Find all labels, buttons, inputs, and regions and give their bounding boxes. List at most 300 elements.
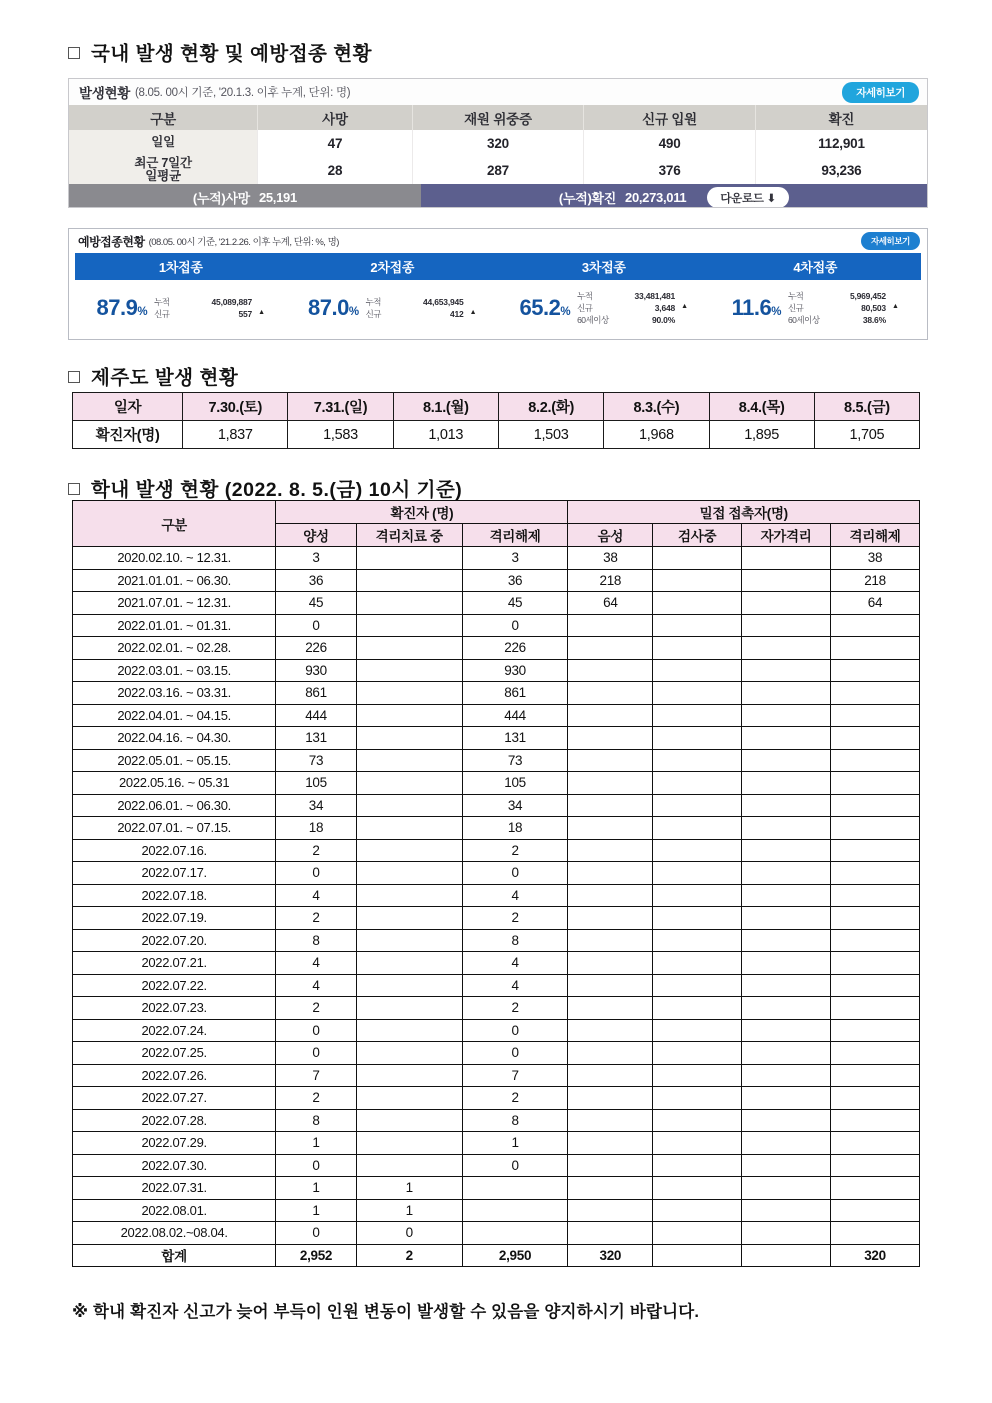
outbreak-daily-admissions: 490: [584, 130, 756, 156]
school-cell-in-treatment: 1: [356, 1199, 462, 1222]
dose-4-over60: 38.6%: [862, 315, 886, 326]
school-cell-released: [462, 1222, 568, 1245]
vaccination-more-button[interactable]: 자세히보기: [861, 232, 920, 250]
outbreak-more-button[interactable]: 자세히보기: [842, 82, 919, 103]
jeju-col-date: 일자: [73, 393, 183, 421]
table-row: [73, 862, 920, 885]
school-cell-contact-released: [831, 704, 920, 727]
school-cell-positive: 4: [276, 974, 356, 997]
school-cell-contact-released: [831, 794, 920, 817]
table-row: [73, 1199, 920, 1222]
school-cell-testing: [653, 637, 742, 660]
school-cell-testing: [653, 1154, 742, 1177]
vaccination-stat-dose-1: [75, 280, 287, 336]
table-row: [73, 569, 920, 592]
dose-2-details: [366, 296, 477, 321]
school-cell-negative: [568, 1177, 653, 1200]
vaccination-panel-header: [69, 229, 927, 253]
section-heading-domestic-label: 국내 발생 현황 및 예방접종 현황: [91, 43, 372, 65]
school-cell-self-isolation: [742, 704, 831, 727]
dose-1-cumulative: 45,089,887: [211, 296, 253, 307]
school-cell-positive: 444: [276, 704, 356, 727]
cumulative-deaths-block: [69, 184, 421, 208]
school-cell-testing: [653, 682, 742, 705]
vaccination-stats-row: [69, 280, 927, 336]
school-cell-contact-released: [831, 749, 920, 772]
outbreak-weekly-admissions: 376: [584, 156, 756, 184]
school-total-self-isolation: [742, 1244, 831, 1267]
school-cell-self-isolation: [742, 1109, 831, 1132]
school-cell-contact-released: 218: [831, 569, 920, 592]
school-cell-self-isolation: [742, 727, 831, 750]
table-row: [73, 637, 920, 660]
school-cell-contact-released: [831, 1154, 920, 1177]
school-cell-released: 4: [462, 974, 568, 997]
school-cell-testing: [653, 1109, 742, 1132]
school-cell-contact-released: [831, 929, 920, 952]
school-cell-testing: [653, 772, 742, 795]
school-cell-self-isolation: [742, 794, 831, 817]
school-cell-in-treatment: [356, 952, 462, 975]
school-row-period: 2022.07.23.: [73, 997, 276, 1020]
school-cell-testing: [653, 952, 742, 975]
section-heading-school: [68, 474, 462, 502]
school-row-period: 2022.07.29.: [73, 1132, 276, 1155]
school-total-testing: [653, 1244, 742, 1267]
school-cell-self-isolation: [742, 547, 831, 570]
dose-4-over60-row: [788, 314, 899, 326]
school-row-period: 2022.07.22.: [73, 974, 276, 997]
dose-1-percent-block: [97, 295, 148, 321]
school-cell-released: 2: [462, 1087, 568, 1110]
school-cell-in-treatment: [356, 1132, 462, 1155]
school-cell-in-treatment: [356, 997, 462, 1020]
school-cell-positive: 0: [276, 862, 356, 885]
dose-4-details: [788, 290, 899, 327]
school-cell-in-treatment: [356, 817, 462, 840]
school-cell-released: 0: [462, 1154, 568, 1177]
school-cell-self-isolation: [742, 592, 831, 615]
outbreak-daily-deaths: 47: [258, 130, 412, 156]
school-row-period: 2022.07.28.: [73, 1109, 276, 1132]
school-cell-released: 2: [462, 839, 568, 862]
school-row-period: 2022.03.16. ~ 03.31.: [73, 682, 276, 705]
checkbox-icon: [68, 483, 80, 495]
school-cell-positive: 0: [276, 1042, 356, 1065]
school-cell-testing: [653, 1019, 742, 1042]
school-cell-positive: 0: [276, 1154, 356, 1177]
school-cell-in-treatment: 1: [356, 1177, 462, 1200]
school-cell-contact-released: [831, 772, 920, 795]
table-row: [73, 614, 920, 637]
jeju-col-0731: 7.31.(일): [288, 393, 393, 421]
school-row-period: 2022.05.01. ~ 05.15.: [73, 749, 276, 772]
school-row-period: 2022.07.19.: [73, 907, 276, 930]
school-cell-contact-released: [831, 727, 920, 750]
school-cell-released: 8: [462, 1109, 568, 1132]
dose-3-over60: 90.0%: [651, 315, 676, 326]
dose-2-new-row: [366, 308, 477, 320]
jeju-value-0731: 1,583: [288, 421, 393, 449]
jeju-value-0801: 1,013: [393, 421, 498, 449]
outbreak-row-label-weekly-line1: 최근 7일간: [134, 156, 192, 170]
school-cell-contact-released: [831, 682, 920, 705]
school-cell-negative: [568, 794, 653, 817]
school-cell-testing: [653, 1199, 742, 1222]
school-cell-in-treatment: [356, 637, 462, 660]
school-status-table: [72, 500, 920, 1267]
school-total-released: 2,950: [462, 1244, 568, 1267]
school-cell-released: [462, 1177, 568, 1200]
school-row-period: 2022.04.01. ~ 04.15.: [73, 704, 276, 727]
school-cell-released: 4: [462, 884, 568, 907]
school-cell-contact-released: [831, 862, 920, 885]
school-cell-contact-released: [831, 1087, 920, 1110]
school-cell-contact-released: [831, 1042, 920, 1065]
tab-dose-4[interactable]: 4차접종: [793, 260, 838, 275]
label-new: 신규: [154, 309, 170, 319]
table-row: [73, 682, 920, 705]
school-cell-positive: 34: [276, 794, 356, 817]
school-cell-positive: 3: [276, 547, 356, 570]
dose-1-cumulative-row: [154, 296, 265, 308]
school-cell-positive: 0: [276, 1222, 356, 1245]
jeju-value-0802: 1,503: [498, 421, 603, 449]
school-cell-in-treatment: [356, 974, 462, 997]
dose-4-percent-unit: %: [771, 306, 781, 318]
outbreak-weekly-critical: 287: [412, 156, 584, 184]
school-cell-self-isolation: [742, 862, 831, 885]
download-button[interactable]: 다운로드 ⬇: [707, 187, 788, 208]
school-cell-released: 1: [462, 1132, 568, 1155]
school-cell-released: 0: [462, 1019, 568, 1042]
school-row-period: 2022.08.01.: [73, 1199, 276, 1222]
school-cell-negative: [568, 884, 653, 907]
school-cell-self-isolation: [742, 974, 831, 997]
school-cell-positive: 0: [276, 614, 356, 637]
school-cell-in-treatment: 0: [356, 1222, 462, 1245]
school-cell-negative: [568, 1132, 653, 1155]
school-cell-in-treatment: [356, 1087, 462, 1110]
school-cell-self-isolation: [742, 682, 831, 705]
vaccination-panel-title: 예방접종현황: [78, 234, 145, 249]
school-cell-testing: [653, 727, 742, 750]
school-cell-released: 8: [462, 929, 568, 952]
section-heading-jeju-label: 제주도 발생 현황: [91, 367, 239, 389]
school-row-period: 2021.07.01. ~ 12.31.: [73, 592, 276, 615]
school-cell-positive: 2: [276, 997, 356, 1020]
jeju-col-0805: 8.5.(금): [814, 393, 919, 421]
section-heading-jeju: [68, 362, 238, 390]
tab-dose-3[interactable]: 3차접종: [581, 260, 626, 275]
school-cell-contact-released: [831, 907, 920, 930]
table-row: [73, 659, 920, 682]
school-cell-negative: [568, 907, 653, 930]
outbreak-status-panel: [68, 78, 928, 208]
school-cell-negative: [568, 997, 653, 1020]
dose-3-over60-row: [577, 314, 688, 326]
school-cell-contact-released: [831, 1132, 920, 1155]
table-row: [73, 952, 920, 975]
school-cell-contact-released: [831, 997, 920, 1020]
dose-4-new: 80,503: [861, 302, 886, 313]
school-cell-released: 444: [462, 704, 568, 727]
table-row: [73, 997, 920, 1020]
school-col-released: 격리해제: [462, 524, 568, 547]
label-new: 신규: [365, 309, 381, 319]
dose-3-new: 3,648: [654, 302, 676, 313]
school-cell-self-isolation: [742, 1177, 831, 1200]
school-cell-self-isolation: [742, 772, 831, 795]
vaccination-stat-dose-2: [287, 280, 499, 336]
school-cell-contact-released: [831, 839, 920, 862]
school-cell-self-isolation: [742, 1222, 831, 1245]
school-cell-contact-released: [831, 884, 920, 907]
school-cell-negative: [568, 749, 653, 772]
section-heading-domestic: [68, 38, 372, 66]
school-cell-in-treatment: [356, 547, 462, 570]
table-row: [73, 727, 920, 750]
table-row: [73, 1222, 920, 1245]
up-arrow-icon: ▲: [891, 302, 899, 310]
table-row: [73, 1087, 920, 1110]
school-group-contacts: 밀접 접촉자(명): [568, 501, 920, 524]
school-cell-negative: [568, 682, 653, 705]
cumulative-deaths-value: 25,191: [258, 190, 297, 206]
school-cell-positive: 0: [276, 1019, 356, 1042]
school-cell-contact-released: [831, 1109, 920, 1132]
dose-4-cumulative: 5,969,452: [849, 290, 886, 301]
dose-2-new: 412: [449, 309, 464, 319]
school-cell-self-isolation: [742, 1019, 831, 1042]
school-row-period: 2022.07.25.: [73, 1042, 276, 1065]
school-row-period: 2022.07.21.: [73, 952, 276, 975]
outbreak-weekly-deaths: 28: [258, 156, 412, 184]
outbreak-panel-title: 발생현황: [79, 86, 130, 101]
section-heading-school-label: 학내 발생 현황 (2022. 8. 5.(금) 10시 기준): [91, 479, 463, 501]
school-cell-released: 18: [462, 817, 568, 840]
tab-dose-2[interactable]: 2차접종: [370, 260, 415, 275]
school-cell-in-treatment: [356, 704, 462, 727]
school-cell-testing: [653, 1064, 742, 1087]
school-row-period: 2022.07.20.: [73, 929, 276, 952]
vaccination-status-panel: [68, 228, 928, 340]
school-cell-released: 861: [462, 682, 568, 705]
table-row: [73, 547, 920, 570]
school-cell-testing: [653, 614, 742, 637]
school-row-period: 2022.07.18.: [73, 884, 276, 907]
school-row-period: 2022.05.16. ~ 05.31: [73, 772, 276, 795]
school-row-period: 2022.07.27.: [73, 1087, 276, 1110]
school-cell-testing: [653, 749, 742, 772]
table-row: [73, 592, 920, 615]
school-cell-testing: [653, 704, 742, 727]
school-cell-positive: 2: [276, 839, 356, 862]
dose-4-cumulative-row: [788, 290, 899, 302]
school-total-negative: 320: [568, 1244, 653, 1267]
school-cell-released: 930: [462, 659, 568, 682]
school-cell-self-isolation: [742, 817, 831, 840]
label-new: 신규: [577, 302, 593, 313]
school-cell-negative: [568, 772, 653, 795]
school-row-period: 2022.06.01. ~ 06.30.: [73, 794, 276, 817]
outbreak-weekly-confirmed: 93,236: [755, 156, 927, 184]
school-cell-testing: [653, 794, 742, 817]
school-cell-positive: 226: [276, 637, 356, 660]
school-cell-released: 226: [462, 637, 568, 660]
dose-3-percent: 65.2: [519, 295, 561, 320]
school-cell-released: 7: [462, 1064, 568, 1087]
jeju-status-table: [72, 392, 920, 449]
cumulative-confirmed-label: (누적)확진: [558, 191, 617, 207]
school-cell-testing: [653, 592, 742, 615]
school-cell-released: 3: [462, 547, 568, 570]
school-row-period: 2020.02.10. ~ 12.31.: [73, 547, 276, 570]
school-cell-testing: [653, 569, 742, 592]
school-cell-negative: [568, 929, 653, 952]
label-cumulative: 누적: [365, 296, 381, 307]
jeju-col-0802: 8.2.(화): [498, 393, 603, 421]
school-cell-self-isolation: [742, 659, 831, 682]
school-cell-in-treatment: [356, 862, 462, 885]
jeju-row-label: 확진자(명): [73, 421, 183, 449]
school-col-positive: 양성: [276, 524, 356, 547]
outbreak-col-deaths: 사망: [258, 105, 412, 130]
school-cell-released: [462, 1199, 568, 1222]
school-cell-released: 36: [462, 569, 568, 592]
school-cell-in-treatment: [356, 1019, 462, 1042]
school-cell-positive: 105: [276, 772, 356, 795]
dose-3-new-row: [577, 302, 688, 314]
up-arrow-icon: ▲: [258, 309, 265, 316]
school-cell-testing: [653, 929, 742, 952]
dose-4-percent-block: [732, 295, 781, 321]
jeju-value-0730: 1,837: [183, 421, 288, 449]
school-cell-self-isolation: [742, 952, 831, 975]
school-cell-self-isolation: [742, 884, 831, 907]
table-row: [73, 1177, 920, 1200]
school-cell-released: 0: [462, 862, 568, 885]
school-cell-in-treatment: [356, 614, 462, 637]
school-row-period: 2022.07.16.: [73, 839, 276, 862]
school-cell-negative: [568, 974, 653, 997]
outbreak-table-header-row: [69, 105, 927, 130]
school-cell-released: 2: [462, 997, 568, 1020]
school-cell-positive: 36: [276, 569, 356, 592]
school-row-period: 2022.08.02.~08.04.: [73, 1222, 276, 1245]
table-row: [73, 907, 920, 930]
outbreak-row-label-weekly: [69, 156, 258, 184]
label-cumulative: 누적: [154, 296, 170, 307]
outbreak-col-critical: 재원 위중증: [412, 105, 584, 130]
school-cell-contact-released: 38: [831, 547, 920, 570]
table-row: [73, 772, 920, 795]
dose-1-details: [154, 296, 265, 321]
school-cell-released: 0: [462, 1042, 568, 1065]
table-row: [73, 839, 920, 862]
school-total-contact-released: 320: [831, 1244, 920, 1267]
school-cell-negative: [568, 659, 653, 682]
outbreak-row-label-daily: 일일: [69, 130, 258, 156]
school-cell-testing: [653, 547, 742, 570]
school-cell-negative: [568, 1064, 653, 1087]
school-cell-contact-released: [831, 1177, 920, 1200]
school-cell-in-treatment: [356, 1154, 462, 1177]
school-cell-contact-released: [831, 1199, 920, 1222]
school-cell-positive: 861: [276, 682, 356, 705]
checkbox-icon: [68, 371, 80, 383]
school-col-in-treatment: 격리치료 중: [356, 524, 462, 547]
table-row: [69, 156, 927, 184]
school-row-period: 2022.07.24.: [73, 1019, 276, 1042]
school-cell-testing: [653, 1222, 742, 1245]
table-row: [73, 1042, 920, 1065]
jeju-col-0801: 8.1.(월): [393, 393, 498, 421]
table-row: [73, 1064, 920, 1087]
school-cell-testing: [653, 1177, 742, 1200]
school-cell-negative: [568, 817, 653, 840]
school-cell-released: 2: [462, 907, 568, 930]
school-cell-negative: [568, 727, 653, 750]
vaccination-stat-dose-4: [710, 280, 922, 336]
school-row-period: 2022.07.31.: [73, 1177, 276, 1200]
school-cell-testing: [653, 974, 742, 997]
school-cell-testing: [653, 817, 742, 840]
footer-note: ※ 학내 확진자 신고가 늦어 부득이 인원 변동이 발생할 수 있음을 양지하시기 바랍니다.: [72, 1303, 700, 1321]
school-cell-self-isolation: [742, 907, 831, 930]
label-over60: 60세이상: [577, 315, 609, 326]
school-cell-testing: [653, 1087, 742, 1110]
jeju-col-0803: 8.3.(수): [604, 393, 709, 421]
jeju-col-0730: 7.30.(토): [183, 393, 288, 421]
jeju-value-0805: 1,705: [814, 421, 919, 449]
school-row-period: 2022.04.16. ~ 04.30.: [73, 727, 276, 750]
school-cell-testing: [653, 659, 742, 682]
outbreak-daily-critical: 320: [412, 130, 584, 156]
school-cell-positive: 930: [276, 659, 356, 682]
school-cell-self-isolation: [742, 1154, 831, 1177]
school-cell-positive: 73: [276, 749, 356, 772]
outbreak-col-category: 구분: [69, 105, 258, 130]
school-cell-positive: 4: [276, 884, 356, 907]
outbreak-panel-subtitle: (8.05. 00시 기준, '20.1.3. 이후 누계, 단위: 명): [134, 87, 351, 99]
label-cumulative: 누적: [577, 290, 593, 301]
school-cell-contact-released: [831, 1222, 920, 1245]
school-cell-contact-released: [831, 1019, 920, 1042]
school-cell-in-treatment: [356, 569, 462, 592]
cumulative-confirmed-block: [421, 184, 927, 208]
outbreak-cumulative-bar: [69, 184, 927, 208]
school-cell-contact-released: 64: [831, 592, 920, 615]
table-row: [73, 817, 920, 840]
school-cell-positive: 8: [276, 1109, 356, 1132]
up-arrow-icon: ▲: [469, 309, 477, 316]
school-cell-testing: [653, 839, 742, 862]
school-cell-positive: 2: [276, 1087, 356, 1110]
school-cell-self-isolation: [742, 1064, 831, 1087]
tab-dose-1[interactable]: 1차접종: [158, 260, 203, 275]
school-cell-positive: 7: [276, 1064, 356, 1087]
school-row-period: 2022.01.01. ~ 01.31.: [73, 614, 276, 637]
school-cell-in-treatment: [356, 884, 462, 907]
dose-2-cumulative-row: [366, 296, 477, 308]
school-col-testing: 검사중: [653, 524, 742, 547]
label-cumulative: 누적: [787, 290, 804, 301]
table-row: [73, 749, 920, 772]
school-header-row-1: [73, 501, 920, 524]
school-cell-released: 0: [462, 614, 568, 637]
cumulative-deaths-label: (누적)사망: [192, 191, 250, 207]
